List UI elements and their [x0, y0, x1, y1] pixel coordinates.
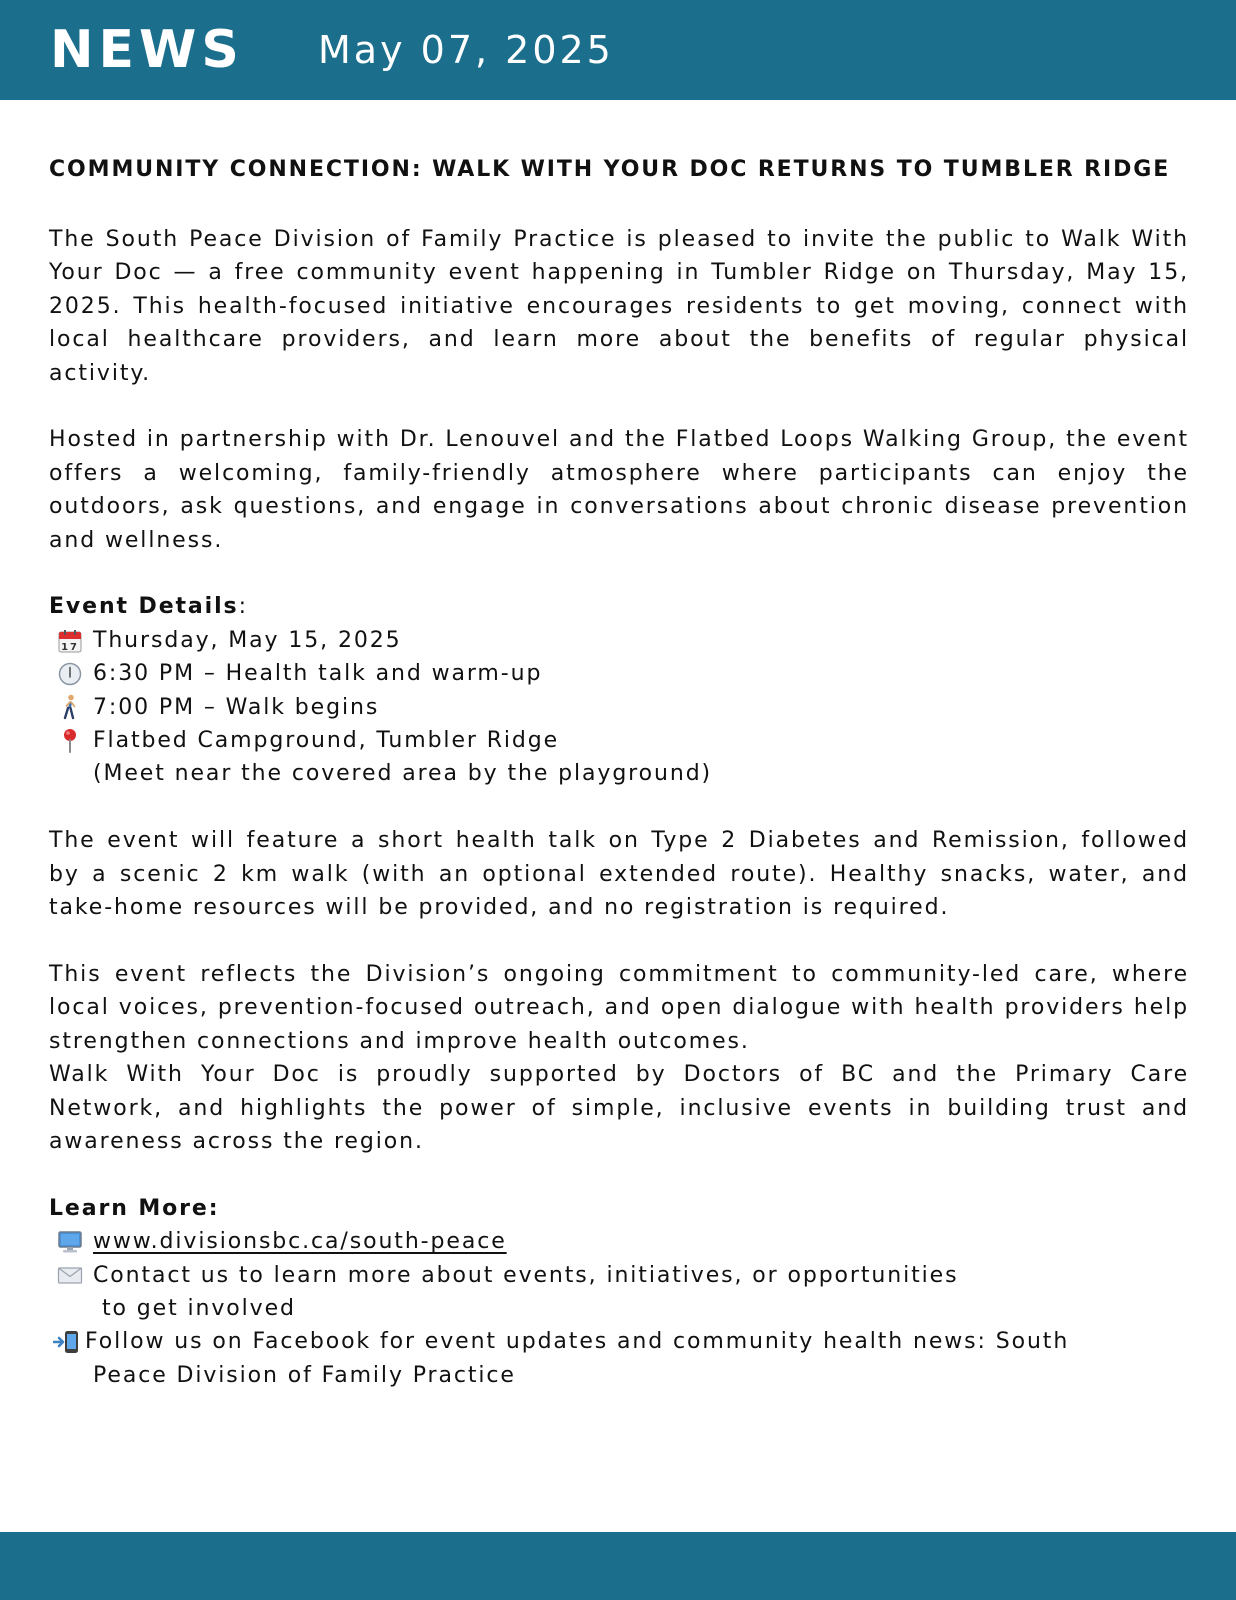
location-text: Flatbed Campground, Tumbler Ridge — [93, 728, 560, 754]
walking-person-icon — [55, 691, 85, 724]
calendar-icon — [55, 624, 85, 657]
walk-time-text: 7:00 PM – Walk begins — [93, 694, 380, 720]
svg-text:17: 17 — [61, 641, 79, 653]
facebook-text: Follow us on Facebook for event updates and community health news: South — [85, 1329, 1070, 1355]
event-detail-talk-time — [49, 657, 1189, 690]
learn-more-facebook — [49, 1325, 1189, 1358]
event-detail-walk-time — [49, 691, 1189, 724]
contact-continuation: to get involved — [102, 1295, 296, 1321]
publication-date: May 07, 2025 — [318, 28, 614, 72]
event-details-heading — [49, 590, 1189, 623]
location-note: (Meet near the covered area by the playground) — [93, 761, 713, 787]
contact-text: Contact us to learn more about events, initiatives, or opportunities — [93, 1262, 959, 1288]
event-detail-location — [49, 724, 1189, 757]
news-label: NEWS — [50, 20, 244, 80]
talk-time-text: 6:30 PM – Health talk and warm-up — [93, 661, 543, 687]
event-date-text: Thursday, May 15, 2025 — [93, 627, 402, 653]
feature-paragraph: The event will feature a short health talk on Type 2 Diabetes and Remission, followed by a scenic 2 km walk (with an optional extended route). Healthy snacks, water, and take-home resources will be provided, and no registration is required. — [49, 828, 1189, 921]
learn-more-list — [49, 1225, 1189, 1392]
envelope-icon — [55, 1259, 85, 1292]
event-detail-date — [49, 624, 1189, 657]
location-pin-icon — [55, 724, 85, 757]
clock-icon — [55, 657, 85, 690]
commitment-paragraph: This event reflects the Division’s ongoing commitment to community-led care, where local voices, prevention-focused outreach, and open dialogue with health providers help strengthen connections and improve health outcomes. — [49, 961, 1189, 1054]
mobile-phone-arrow-icon — [49, 1325, 85, 1358]
learn-more-heading: Learn More: — [49, 1195, 220, 1221]
partnership-paragraph: Hosted in partnership with Dr. Lenouvel and the Flatbed Loops Walking Group, the event offers a welcoming, family-friendly atmosphere where participants can enjoy the outdoors, ask questions, and engage in conversations about chronic disease prevention and wellness. — [49, 427, 1189, 553]
learn-more-website — [49, 1225, 1189, 1258]
article-body — [49, 150, 1189, 1392]
website-link[interactable]: www.divisionsbc.ca/south-peace — [93, 1229, 507, 1255]
event-details-list — [49, 624, 1189, 791]
learn-more-contact — [49, 1259, 1189, 1292]
facebook-continuation: Peace Division of Family Practice — [93, 1362, 516, 1388]
intro-paragraph: The South Peace Division of Family Practice is pleased to invite the public to Walk With Your Doc — a free community event happening in Tumbler Ridge on Thursday, May 15, 2025. This health-focused initiative encourages residents to get moving, connect with local healthcare providers, and learn more about the benefits of regular physical activity. — [49, 227, 1189, 386]
computer-icon — [55, 1225, 85, 1258]
article-headline: COMMUNITY CONNECTION: WALK WITH YOUR DOC RETURNS TO TUMBLER RIDGE — [49, 157, 1171, 182]
event-details-label: Event Details — [49, 594, 239, 620]
news-header-band — [0, 0, 1236, 100]
footer-band — [0, 1532, 1236, 1600]
support-paragraph: Walk With Your Doc is proudly supported by Doctors of BC and the Primary Care Network, and highlights the power of simple, inclusive events in building trust and awareness across the region. — [49, 1062, 1189, 1154]
event-details-colon: : — [238, 594, 248, 620]
